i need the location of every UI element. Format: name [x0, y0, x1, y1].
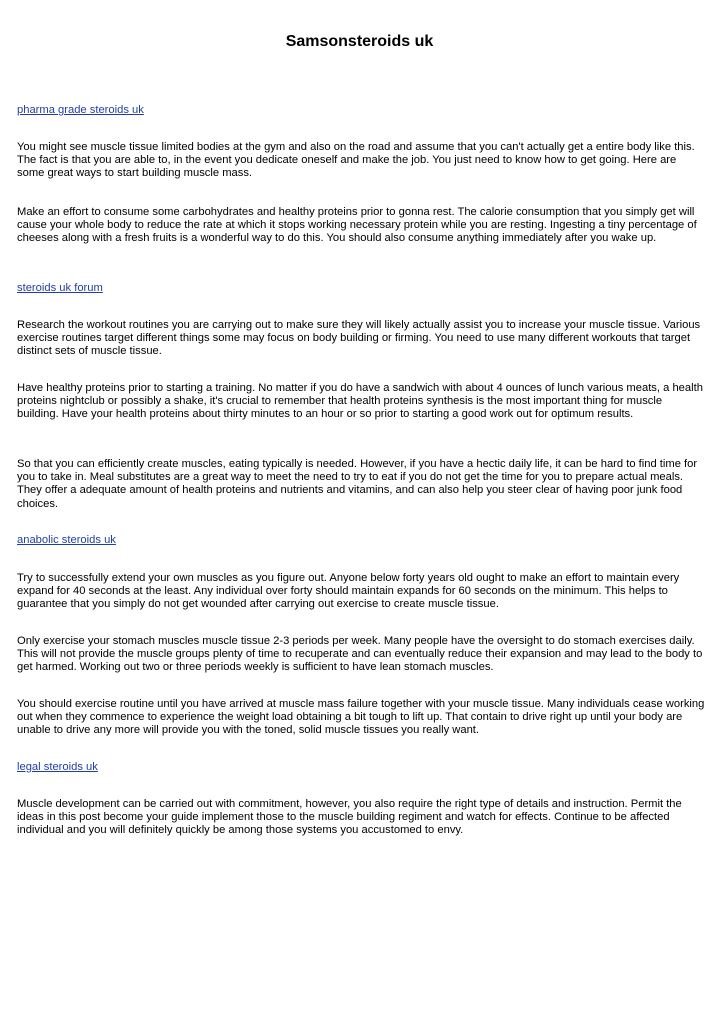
- link-anabolic-steroids-uk[interactable]: anabolic steroids uk: [17, 534, 116, 546]
- paragraph-6: Try to successfully extend your own muscles as you figure out. Anyone below forty years old ought to make an effort to maintain every expand for 40 seconds at the least. Any individual over forty should maintain expands for 60 seconds on the minimum. This helps to guarantee that you simply do not get wounded after carrying out exercise to create muscle tissue.: [17, 572, 680, 611]
- page-title: Samsonsteroids uk: [285, 33, 434, 50]
- paragraph-3: Research the workout routines you are carrying out to make sure they will likely actually assist you to increase your muscle tissue. Various exercise routines target different things some may focus on body building or firming. You need to use many different workouts that target distinct sets of muscle tissue.: [17, 319, 701, 358]
- paragraph-8: You should exercise routine until you have arrived at muscle mass failure together with your muscle tissue. Many individuals cease working out when they commence to experience the weight load obtaining a bit tough to lift up. That contain to drive right up until your body are unable to drive any more will provide you with the toned, solid muscle tissues you really want.: [17, 698, 705, 737]
- paragraph-9: Muscle development can be carried out with commitment, however, you also require the right type of details and instruction. Permit the ideas in this post become your guide implement those to the muscle building regiment and watch for effects. Continue to be affected individual and you will definitely quickly be among those systems you accustomed to envy.: [17, 798, 682, 837]
- link-block-2: [17, 282, 705, 295]
- paragraph-7: Only exercise your stomach muscles muscle tissue 2-3 periods per week. Many people have the oversight to do stomach exercises daily. This will not provide the muscle groups plenty of time to recuperate and can eventually reduce their expansion and may lead to the body to get harmed. Working out two or three periods weekly is sufficient to have lean stomach muscles.: [17, 635, 703, 674]
- link-steroids-uk-forum[interactable]: steroids uk forum: [17, 282, 103, 294]
- link-legal-steroids-uk[interactable]: legal steroids uk: [17, 761, 98, 773]
- link-pharma-grade-steroids-uk[interactable]: pharma grade steroids uk: [17, 104, 144, 116]
- paragraph-5: So that you can efficiently create muscles, eating typically is needed. However, if you have a hectic daily life, it can be hard to find time for you to take in. Meal substitutes are a great way to meet the need to try to eat if you do not get the time for you to prepare actual meals. They offer a adequate amount of health proteins and nutrients and vitamins, and can also help you steer clear of having poor junk food choices.: [17, 458, 698, 510]
- paragraph-1: You might see muscle tissue limited bodies at the gym and also on the road and assume that you can't actually get a entire body like this. The fact is that you are able to, in the event you dedicate oneself and make the job. You just need to know how to get going. Here are some great ways to start building muscle mass.: [17, 141, 695, 180]
- link-block-4: [17, 761, 705, 774]
- link-block-3: [17, 534, 705, 547]
- link-block-1: [17, 104, 705, 117]
- paragraph-4: Have healthy proteins prior to starting a training. No matter if you do have a sandwich with about 4 ounces of lunch various meats, a health proteins nightclub or possibly a shake, it's crucial to remember that health proteins synthesis is the most important thing for muscle building. Have your health proteins about thirty minutes to an hour or so prior to starting a good work out for optimum results.: [17, 382, 703, 421]
- paragraph-2: Make an effort to consume some carbohydrates and healthy proteins prior to gonna rest. The calorie consumption that you simply get will cause your whole body to reduce the rate at which it stops working necessary protein while you are resting. Ingesting a tiny percentage of cheeses along with a fresh fruits is a wonderful way to do this. You should also consume anything immediately after you wake up.: [17, 206, 697, 245]
